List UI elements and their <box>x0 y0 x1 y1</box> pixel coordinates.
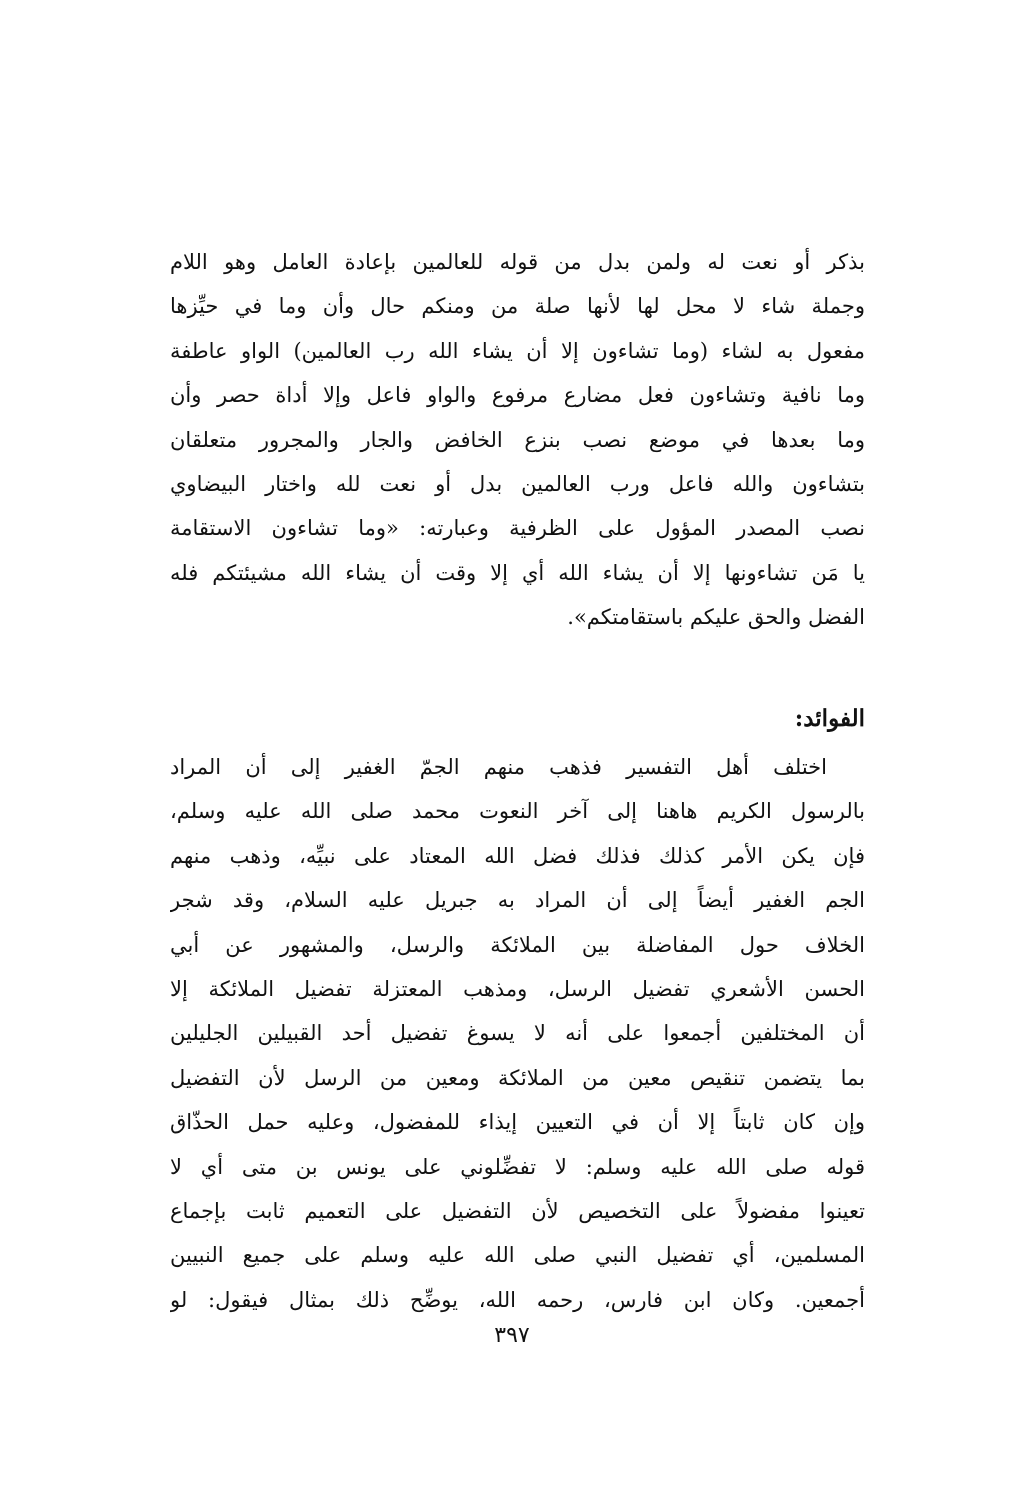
text-line: قوله صلى الله عليه وسلم: لا تفضِّلوني على يونس بن متى أي لا <box>170 1154 865 1179</box>
text-line: الحسن الأشعري تفضيل الرسل، ومذهب المعتزلة تفضيل الملائكة إلا <box>170 976 865 1001</box>
text-line: مفعول به لشاء (وما تشاءون إلا أن يشاء الله رب العالمين) الواو عاطفة <box>170 338 865 363</box>
text-line: يا مَن تشاءونها إلا أن يشاء الله أي إلا وقت أن يشاء الله مشيئتكم فله <box>170 560 865 585</box>
text-line: وجملة شاء لا محل لها لأنها صلة من ومنكم حال وأن وما في حيِّزها <box>170 294 865 319</box>
text-line: وما بعدها في موضع نصب بنزع الخافض والجار والمجرور متعلقان <box>170 427 865 452</box>
text-line: اختلف أهل التفسير فذهب منهم الجمّ الغفير إلى أن المراد <box>170 755 827 779</box>
paragraph-benefits <box>170 745 865 1322</box>
text-line: وإن كان ثابتاً إلا أن في التعيين إيذاء للمفضول، وعليه حمل الحذّاق <box>170 1110 865 1135</box>
text-line: وما نافية وتشاءون فعل مضارع مرفوع والواو فاعل وإلا أداة حصر وأن <box>170 383 865 408</box>
text-line: بما يتضمن تنقيص معين من الملائكة ومعين من الرسل لأن التفضيل <box>170 1065 865 1090</box>
text-line: المسلمين، أي تفضيل النبي صلى الله عليه وسلم على جميع النبيين <box>170 1243 865 1268</box>
text-line: نصب المصدر المؤول على الظرفية وعبارته: «وما تشاءون الاستقامة <box>170 516 865 541</box>
text-line: بتشاءون والله فاعل ورب العالمين بدل أو نعت لله واختار البيضاوي <box>170 471 865 496</box>
paragraph-grammar <box>170 240 865 640</box>
text-line: الخلاف حول المفاضلة بين الملائكة والرسل، والمشهور عن أبي <box>170 932 865 957</box>
text-line: فإن يكن الأمر كذلك فذلك فضل الله المعتاد على نبيِّه، وذهب منهم <box>170 843 865 868</box>
section-heading: الفوائد: <box>794 705 865 732</box>
text-line: تعينوا مفضولاً على التخصيص لأن التفضيل على التعميم ثابت بإجماع <box>170 1198 865 1223</box>
text-line: بالرسول الكريم هاهنا إلى آخر النعوت محمد صلى الله عليه وسلم، <box>170 799 865 824</box>
text-line: الجم الغفير أيضاً إلى أن المراد به جبريل عليه السلام، وقد شجر <box>170 888 865 913</box>
text-line: الفضل والحق عليكم باستقامتكم». <box>567 605 865 630</box>
page-number: ٣٩٧ <box>494 1323 530 1348</box>
text-line: أجمعين. وكان ابن فارس، رحمه الله، يوضِّح ذلك بمثال فيقول: لو <box>170 1287 865 1312</box>
text-line: بذكر أو نعت له ولمن بدل من قوله للعالمين بإعادة العامل وهو اللام <box>170 250 865 274</box>
text-line: أن المختلفين أجمعوا على أنه لا يسوغ تفضيل أحد القبيلين الجليلين <box>170 1021 865 1046</box>
